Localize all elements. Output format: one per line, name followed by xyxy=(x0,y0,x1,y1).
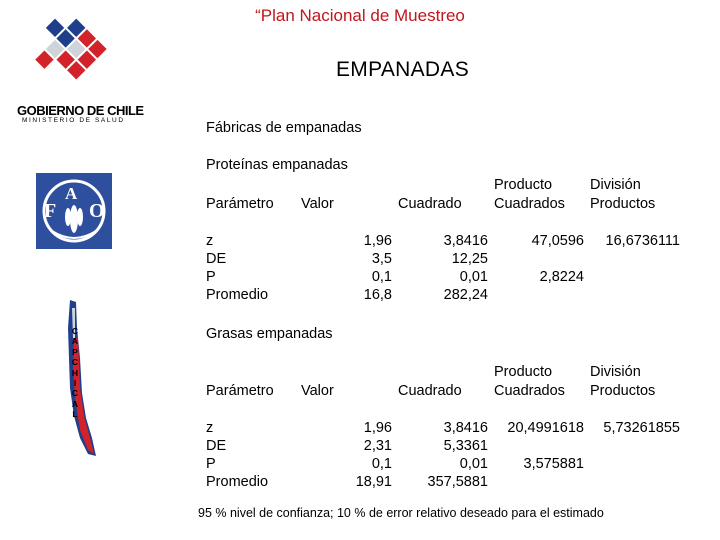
table-cell-param: DE xyxy=(206,251,227,267)
col-header-producto: Cuadrados xyxy=(494,196,565,212)
table-cell-cuadrado: 5,3361 xyxy=(443,438,488,454)
col-header-parametro: Parámetro xyxy=(206,196,274,212)
footnote: 95 % nivel de confianza; 10 % de error relativo deseado para el estimado xyxy=(198,506,604,520)
col-header-cuadrado: Cuadrado xyxy=(398,196,462,212)
table-cell-valor: 3,5 xyxy=(371,251,392,267)
table-cell-cuadrado: 357,5881 xyxy=(427,474,488,490)
capchical-letter: A xyxy=(71,336,79,347)
table-cell-param: z xyxy=(206,420,214,436)
table-cell-valor: 18,91 xyxy=(355,474,392,490)
col-header-division: Productos xyxy=(590,196,656,212)
section-heading-proteinas: Proteínas empanadas xyxy=(206,157,348,173)
capchical-letter: A xyxy=(71,398,79,409)
table-cell-cuadrado: 282,24 xyxy=(443,287,488,303)
table-cell-param: DE xyxy=(206,438,227,454)
svg-text:F: F xyxy=(44,200,57,222)
table-cell-producto: 20,4991618 xyxy=(507,420,584,436)
section-heading-fabricas: Fábricas de empanadas xyxy=(206,120,362,136)
capchical-letter: L xyxy=(72,409,78,420)
table-cell-producto: 47,0596 xyxy=(531,233,584,249)
table-cell-valor: 0,1 xyxy=(371,456,392,472)
gobierno-logo-text: GOBIERNO DE CHILE xyxy=(17,103,144,118)
col-header-division-top: División xyxy=(590,177,641,193)
table-cell-producto: 2,8224 xyxy=(539,269,584,285)
table-cell-cuadrado: 3,8416 xyxy=(443,233,488,249)
col-header-division: Productos xyxy=(590,383,656,399)
table-cell-cuadrado: 3,8416 xyxy=(443,420,488,436)
table-cell-valor: 16,8 xyxy=(363,287,392,303)
capchical-letter: C xyxy=(71,388,79,399)
chile-map-logo xyxy=(60,298,100,458)
table-cell-cuadrado: 0,01 xyxy=(459,456,488,472)
page-title: EMPANADAS xyxy=(336,58,470,81)
table-cell-valor: 1,96 xyxy=(363,420,392,436)
col-header-valor: Valor xyxy=(301,383,334,399)
table-cell-param: z xyxy=(206,233,214,249)
col-header-valor: Valor xyxy=(301,196,334,212)
capchical-letter: H xyxy=(71,367,79,378)
capchical-letter: P xyxy=(72,346,78,357)
table-cell-param: P xyxy=(206,269,216,285)
table-cell-param: Promedio xyxy=(206,287,269,303)
table-cell-param: P xyxy=(206,456,216,472)
table-cell-valor: 1,96 xyxy=(363,233,392,249)
table-cell-valor: 0,1 xyxy=(371,269,392,285)
col-header-producto: Cuadrados xyxy=(494,383,565,399)
table-cell-cuadrado: 12,25 xyxy=(451,251,488,267)
fao-logo xyxy=(36,173,112,249)
svg-text:O: O xyxy=(89,200,105,222)
table-cell-param: Promedio xyxy=(206,474,269,490)
table-cell-division: 5,73261855 xyxy=(603,420,680,436)
capchical-vertical-label xyxy=(70,326,80,420)
table-cell-producto: 3,575881 xyxy=(523,456,584,472)
gobierno-logo-subtext: MINISTERIO DE SALUD xyxy=(22,117,125,124)
col-header-cuadrado: Cuadrado xyxy=(398,383,462,399)
table-cell-cuadrado: 0,01 xyxy=(459,269,488,285)
table-cell-valor: 2,31 xyxy=(363,438,392,454)
svg-text:A: A xyxy=(65,184,78,203)
col-header-producto-top: Producto xyxy=(494,364,553,380)
capchical-letter: C xyxy=(71,357,79,368)
col-header-division-top: División xyxy=(590,364,641,380)
capchical-letter: C xyxy=(71,326,79,336)
col-header-parametro: Parámetro xyxy=(206,383,274,399)
table-cell-division: 16,6736111 xyxy=(605,233,680,249)
col-header-producto-top: Producto xyxy=(494,177,553,193)
section-heading-grasas: Grasas empanadas xyxy=(206,326,333,342)
page-header: “Plan Nacional de Muestreo xyxy=(255,6,465,25)
capchical-letter: I xyxy=(73,378,77,389)
